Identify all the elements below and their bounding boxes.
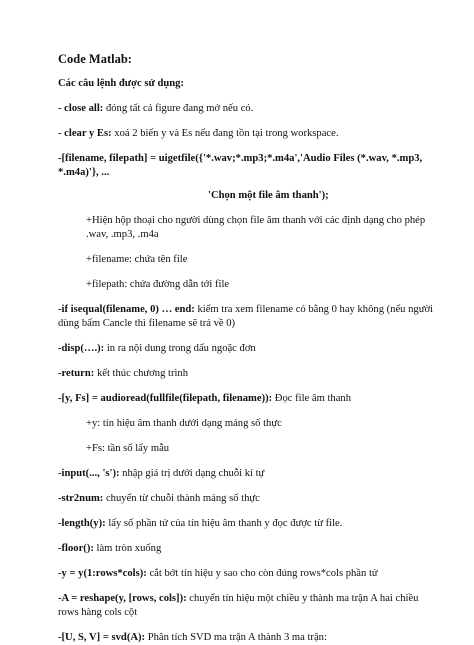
text-line-fs: +Fs: tần số lấy mẫu xyxy=(86,443,170,454)
text-line-close-all: - close all: đóng tất cả figure đang mở nếu có. xyxy=(58,103,254,114)
document-heading: Code Matlab: xyxy=(58,52,132,66)
text-line-uigetfile-cont: 'Chọn một file âm thanh'); xyxy=(208,190,329,201)
text-line-filepath: +filepath: chứa đường dẫn tới file xyxy=(86,279,230,290)
text-line-y: +y: tín hiệu âm thanh dưới dạng mảng số thực xyxy=(86,418,282,429)
section-label: Các câu lệnh được sử dụng: xyxy=(58,78,185,89)
text-line-filename: +filename: chứa tên file xyxy=(86,254,188,265)
text-line-floor: -floor(): làm tròn xuống xyxy=(58,543,162,554)
text-line-return: -return: kết thúc chương trình xyxy=(58,368,189,379)
text-line-disp: -disp(….): in ra nội dung trong dấu ngoặc đơn xyxy=(58,343,256,354)
text-line-svd: -[U, S, V] = svd(A): Phân tích SVD ma trận A thành 3 ma trận: xyxy=(58,632,327,643)
text-line-isequal: -if isequal(filename, 0) … end: kiểm tra xem filename có bằng 0 hay không (nếu người dùng bấm Cancle thì filename sẽ trả về 0) xyxy=(58,304,433,329)
text-line-input: -input(..., 's'): nhập giá trị dưới dạng chuỗi kí tự xyxy=(58,468,265,479)
text-line-trim: -y = y(1:rows*cols): cắt bớt tín hiệu y sao cho còn đúng rows*cols phần tử xyxy=(58,568,378,579)
text-line-clear: - clear y Es: xoá 2 biến y và Es nếu đang tồn tại trong workspace. xyxy=(58,128,339,139)
text-line-reshape: -A = reshape(y, [rows, cols]): chuyển tín hiệu một chiều y thành ma trận A hai chiều rows hàng cols cột xyxy=(58,593,419,618)
text-line-uigetfile: -[filename, filepath] = uigetfile({'*.wav;*.mp3;*.m4a','Audio Files (*.wav, *.mp3, *.m4a)'}, ... xyxy=(58,153,423,178)
text-line-str2num: -str2num: chuyển từ chuỗi thành mảng số thực xyxy=(58,493,260,504)
text-line-dialog: +Hiện hộp thoại cho người dùng chọn file âm thanh với các định dạng cho phép .wav, .mp3, .m4a xyxy=(86,215,426,240)
text-line-length: -length(y): lấy số phần tử của tín hiệu âm thanh y đọc được từ file. xyxy=(58,518,343,529)
text-line-audioread: -[y, Fs] = audioread(fullfile(filepath, filename)): Đọc file âm thanh xyxy=(58,393,351,404)
